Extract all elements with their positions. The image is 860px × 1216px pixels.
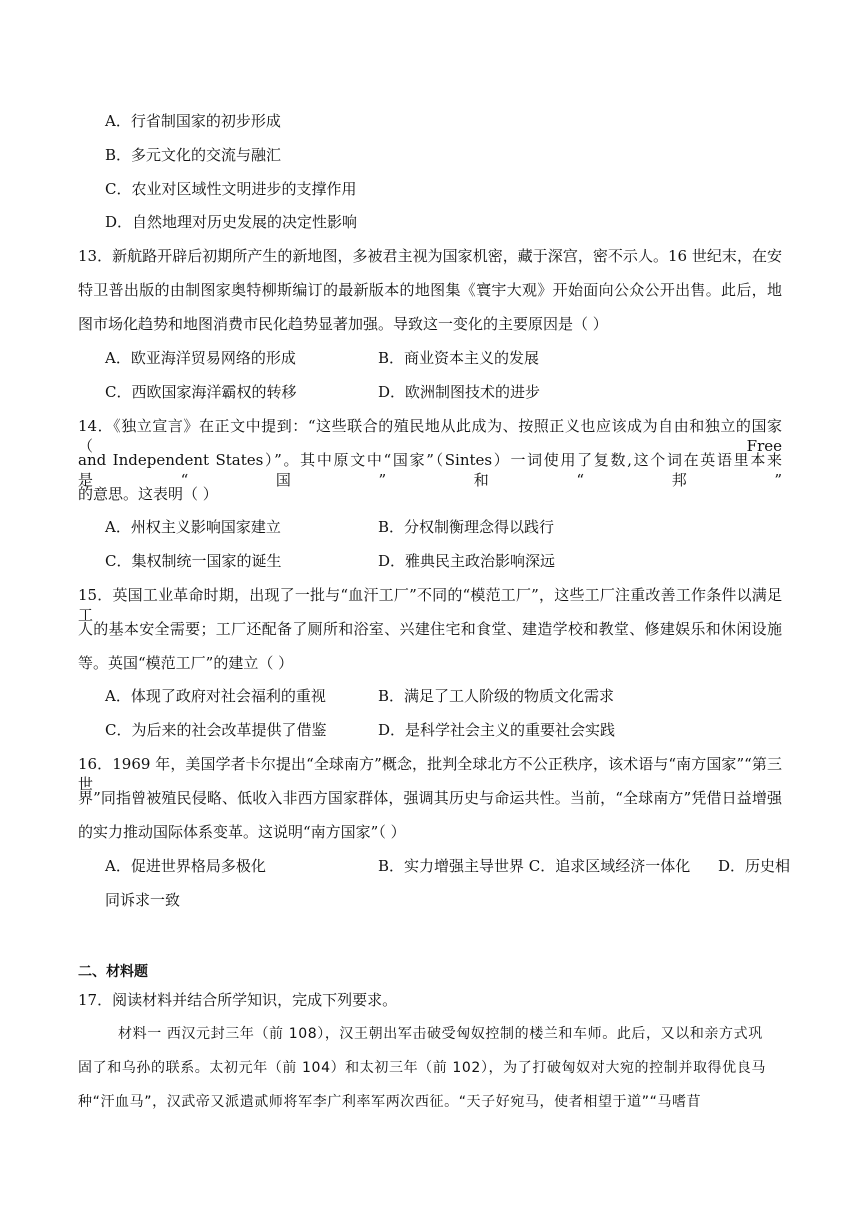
q15-option-d: D．是科学社会主义的重要社会实践 xyxy=(378,721,616,739)
q17-material-line-3: 种“汗血马”，汉武帝又派遣贰师将军李广利率军两次西征。“天子好宛马，使者相望于道”“马嗜苜 xyxy=(78,1094,702,1110)
q13-option-a: A．欧亚海洋贸易网络的形成 xyxy=(105,349,296,367)
q14-option-d: D．雅典民主政治影响深远 xyxy=(378,552,556,570)
q15-option-c: C．为后来的社会改革提供了借鉴 xyxy=(105,721,327,739)
q13-option-d: D．欧洲制图技术的进步 xyxy=(378,383,541,401)
q12-option-a: A．行省制国家的初步形成 xyxy=(105,112,281,130)
q15-stem-line-3: 等。英国“模范工厂”的建立（ ） xyxy=(78,654,294,672)
q14-stem-line-3: 的意思。这表明（ ） xyxy=(78,485,218,503)
q16-option-b-c: B．实力增强主导世界 C．追求区域经济一体化 xyxy=(378,857,691,875)
q14-option-a: A．州权主义影响国家建立 xyxy=(105,518,281,536)
q16-stem-line-1: 16．1969 年，美国学者卡尔提出“全球南方”概念，批判全球北方不公正秩序，该术语与“南方国家”“第三世 xyxy=(78,755,782,793)
q13-stem-line-3: 图市场化趋势和地图消费市民化趋势显著加强。导致这一变化的主要原因是（ ） xyxy=(78,315,608,333)
q16-option-a: A．促进世界格局多极化 xyxy=(105,857,266,875)
q15-option-b: B．满足了工人阶级的物质文化需求 xyxy=(378,687,615,705)
q15-stem-line-1: 15．英国工业革命时期，出现了一批与“血汗工厂”不同的“模范工厂”，这些工厂注重改善工作条件以满足工 xyxy=(78,586,782,624)
q14-stem-line-2: and Independent States）”。其中原文中“国家”（Sintes）一词使用了复数,这个词在英语里本来是“国”和“邦” xyxy=(78,451,782,489)
q14-stem-line-1: 14．《独立宣言》在正文中提到：“这些联合的殖民地从此成为、按照正义也应该成为自由和独立的国家（Free xyxy=(78,417,782,455)
q15-stem-line-2: 人的基本安全需要；工厂还配备了厕所和浴室、兴建住宅和食堂、建造学校和教堂、修建娱乐和休闲设施 xyxy=(78,620,782,638)
q13-stem-line-1: 13．新航路开辟后初期所产生的新地图，多被君主视为国家机密，藏于深宫，密不示人。16 世纪末，在安 xyxy=(78,247,782,265)
q17-material-line-2: 固了和乌孙的联系。太初元年（前 104）和太初三年（前 102），为了打破匈奴对大宛的控制并取得优良马 xyxy=(78,1060,766,1076)
q17-material-line-1: 材料一 西汉元封三年（前 108），汉王朝出军击破受匈奴控制的楼兰和车师。此后，又以和亲方式巩 xyxy=(118,1026,763,1042)
q14-option-b: B．分权制衡理念得以践行 xyxy=(378,518,555,536)
q12-option-b: B．多元文化的交流与融汇 xyxy=(105,146,282,164)
section-heading: 二、材料题 xyxy=(78,964,148,980)
q14-option-c: C．集权制统一国家的诞生 xyxy=(105,552,282,570)
q16-option-d-continued: 同诉求一致 xyxy=(105,891,181,909)
q16-stem-line-2: 界”同指曾被殖民侵略、低收入非西方国家群体，强调其历史与命运共性。当前，“全球南方”凭借日益增强 xyxy=(78,789,782,807)
q13-option-b: B．商业资本主义的发展 xyxy=(378,349,540,367)
q16-option-d: D．历史相 xyxy=(718,857,791,875)
q13-option-c: C．西欧国家海洋霸权的转移 xyxy=(105,383,297,401)
q16-stem-line-3: 的实力推动国际体系变革。这说明“南方国家”（ ） xyxy=(78,823,406,841)
q15-option-a: A．体现了政府对社会福利的重视 xyxy=(105,687,326,705)
q13-stem-line-2: 特卫普出版的由制图家奥特柳斯编订的最新版本的地图集《寰宇大观》开始面向公众公开出售。此后，地 xyxy=(78,281,782,299)
q17-intro: 17．阅读材料并结合所学知识，完成下列要求。 xyxy=(78,991,398,1009)
q12-option-c: C．农业对区域性文明进步的支撑作用 xyxy=(105,180,357,198)
q12-option-d: D．自然地理对历史发展的决定性影响 xyxy=(105,213,358,231)
